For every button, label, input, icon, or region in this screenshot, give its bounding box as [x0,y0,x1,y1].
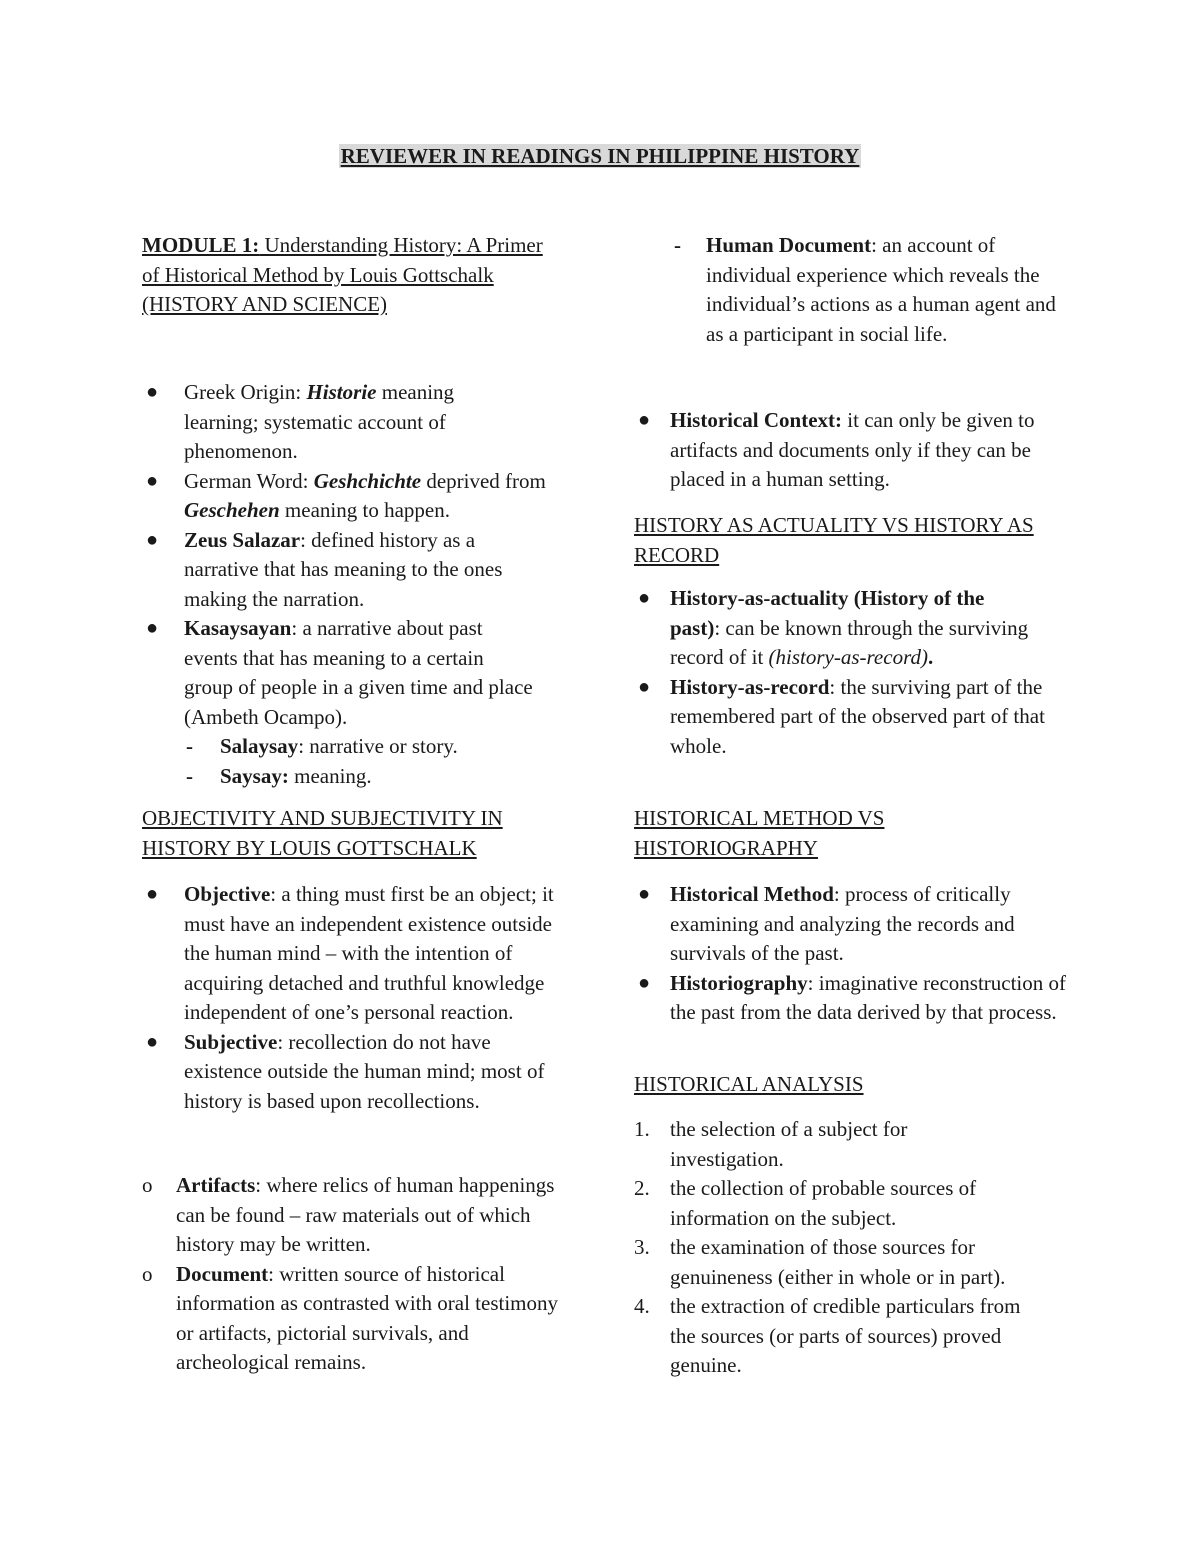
list-item [142,880,569,1028]
item-text: : can be known through the surviving record of it [670,615,1029,669]
page-title [0,142,1200,172]
bullet-icon: ● [146,381,159,403]
section-heading-method: HISTORICAL METHOD VS HISTORIOGRAPHY [634,806,885,860]
list-item [634,584,1030,673]
module-title: Understanding History: A Primer of Historical Method by Louis Gottschalk (HISTORY AND SCIENCE) [142,233,543,316]
bullet-icon: ● [638,409,651,431]
list-item [142,378,524,467]
bullet-icon: ● [638,883,651,905]
item-text: : narrative or story. [298,734,458,758]
item-text: meaning to happen. [279,498,450,522]
bullet-icon: ● [638,587,651,609]
list-item [142,526,544,615]
item-text: : written source of historical information as contrasted with oral testimony or artifacts, pictorial survivals, and archeological remains. [176,1261,558,1374]
list-item [634,969,1070,1028]
list-item [634,1115,990,1174]
list-item [142,1171,571,1260]
item-text: : a narrative about past events that has meaning to a certain group of people in a given time and place (Ambeth Ocampo). [184,616,533,729]
item-term: History-as-actuality (History of the past) [670,586,985,640]
item-term: Zeus Salazar [184,527,301,552]
list-item [634,1174,1030,1233]
item-text: meaning. [288,763,372,788]
list-item [142,732,582,762]
circle-bullet-icon: o [142,1261,153,1286]
item-text: Greek Origin: [184,380,307,404]
item-text: : imaginative reconstruction of the past from the data derived by that process. [670,970,1067,1024]
item-term: Artifacts [176,1173,256,1197]
list-number: 2. [634,1176,650,1200]
item-text: the collection of probable sources of information on the subject. [670,1176,977,1230]
list-item [142,467,554,526]
item-text: the examination of those sources for genuineness (either in whole or in part). [670,1235,1006,1289]
item-term: Objective [184,882,271,906]
item-text: (history-as-record) [768,645,928,669]
item-text: the selection of a subject for investigation. [670,1117,908,1171]
circle-list [142,1171,582,1378]
section-heading-analysis: HISTORICAL ANALYSIS [634,1072,864,1096]
item-term: Kasaysayan [184,616,292,640]
item-text: : defined history as a narrative that has meaning to the ones making the narration. [184,527,503,611]
item-term: Subjective [184,1029,278,1054]
bullet-icon: ● [146,1030,159,1053]
module-heading [142,231,562,320]
item-text: meaning learning; systematic account of phenomenon. [184,380,455,463]
page-title-text: REVIEWER IN READINGS IN PHILIPPINE HISTORY [340,144,860,168]
dash-icon: - [186,734,193,758]
item-term: Historical Context: [670,408,843,432]
bullet-list-2 [142,880,582,1116]
item-term: History-as-record [670,674,830,699]
bullet-icon: ● [146,469,159,492]
item-term: Historiography [670,970,808,995]
list-item [634,231,1056,349]
section-heading-actuality: HISTORY AS ACTUALITY VS HISTORY AS RECORD [634,513,1034,567]
item-term: Document [176,1261,269,1286]
item-text: deprived from [421,468,546,493]
item-text: : recollection do not have existence outside the human mind; most of history is based upon recollections. [184,1029,545,1113]
numbered-list [634,1115,1074,1381]
bullet-list-4 [634,880,1074,1028]
list-item [634,880,1070,969]
item-term: Geshchichte [313,468,422,493]
list-item [634,673,1070,762]
list-number: 1. [634,1117,650,1141]
bullet-icon: ● [146,883,159,905]
list-item [634,1233,1060,1292]
item-term: Historie [306,380,377,404]
circle-bullet-icon: o [142,1173,153,1197]
item-text: : an account of individual experience which reveals the individual’s actions as a human agent and as a participant in social life. [706,233,1056,346]
item-text: the extraction of credible particulars from the sources (or parts of sources) proved genuine. [670,1294,1021,1377]
bullet-icon: ● [146,528,159,551]
item-text: : process of critically examining and analyzing the records and survivals of the past. [670,882,1015,965]
item-text: . [927,645,934,669]
bullet-icon: ● [638,971,651,994]
list-number: 3. [634,1235,650,1259]
bullet-icon: ● [146,617,159,639]
bullet-list-1 [142,378,582,791]
list-item [142,1260,576,1378]
list-item [142,614,534,732]
item-term: Human Document [706,233,872,257]
right-column [634,231,1074,1377]
item-text: : a thing must first be an object; it must have an independent existence outside the human mind – with the intention of acquiring detached and truthful knowledge independent of one’s personal reaction. [184,882,554,1024]
item-text: : the surviving part of the remembered part of the observed part of that whole. [670,674,1045,758]
list-item [142,1028,574,1117]
module-label: MODULE 1: [142,233,260,257]
bullet-icon: ● [638,675,651,698]
item-term: Geschehen [184,498,280,522]
dash-icon: - [674,233,681,257]
item-text: German Word: [184,468,314,493]
item-term: Historical Method [670,882,834,906]
bullet-list-3 [634,584,1074,761]
item-term: Salaysay [220,734,299,758]
list-item [142,762,582,792]
section-heading-objectivity: OBJECTIVITY AND SUBJECTIVITY IN HISTORY BY LOUIS GOTTSCHALK [142,806,503,860]
dash-icon: - [186,763,193,788]
left-column [142,231,582,1374]
list-number: 4. [634,1294,650,1318]
item-text: : where relics of human happenings can be found – raw materials out of which history may be written. [176,1173,555,1256]
list-item [634,406,1070,495]
item-text: it can only be given to artifacts and documents only if they can be placed in a human setting. [670,408,1035,491]
list-item [634,1292,1030,1381]
item-term: Saysay: [220,763,289,788]
